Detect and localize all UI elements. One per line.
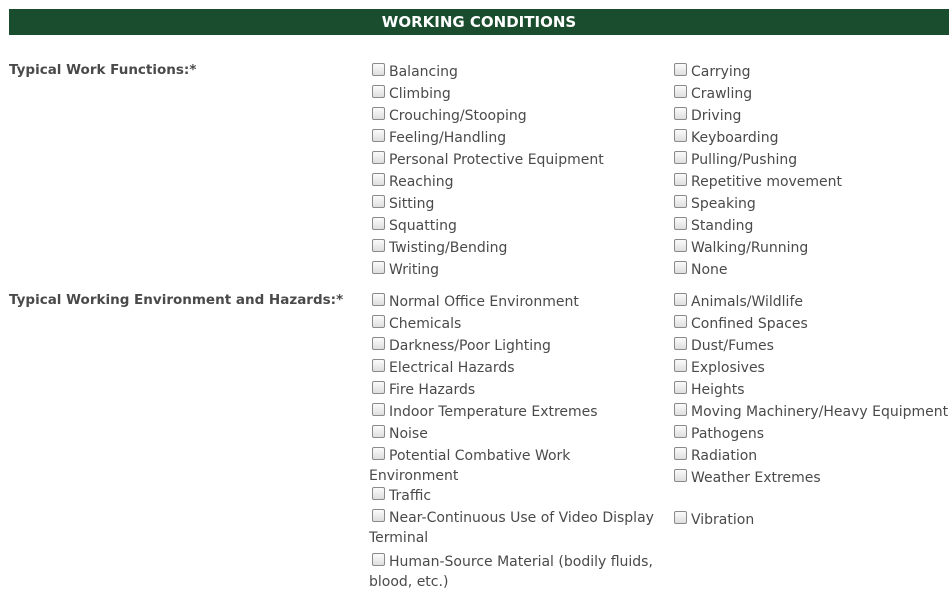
checkbox[interactable]	[674, 359, 687, 372]
option-label: Dust/Fumes	[691, 338, 774, 354]
option-label: Speaking	[691, 196, 756, 212]
option-label: Crouching/Stooping	[389, 108, 527, 124]
option-label: Reaching	[389, 174, 454, 190]
checkbox-option[interactable]	[671, 216, 949, 238]
option-label: Pathogens	[691, 426, 764, 442]
option-label: Keyboarding	[691, 130, 779, 146]
checkbox-option[interactable]	[671, 380, 949, 402]
checkbox-option[interactable]	[671, 172, 949, 194]
checkbox[interactable]	[674, 85, 687, 98]
option-label: Explosives	[691, 360, 765, 376]
checkbox-option[interactable]	[671, 336, 949, 358]
option-label: Human-Source Material (bodily fluids, blood, etc.)	[369, 554, 653, 590]
option-label: Writing	[389, 262, 439, 278]
option-label: Feeling/Handling	[389, 130, 507, 146]
checkbox[interactable]	[674, 195, 687, 208]
checkbox-option[interactable]	[671, 402, 949, 424]
checkbox[interactable]	[674, 337, 687, 350]
checkbox-option[interactable]	[671, 194, 949, 216]
checkbox[interactable]	[372, 315, 385, 328]
checkbox-option[interactable]	[369, 84, 659, 106]
option-label: Confined Spaces	[691, 316, 808, 332]
checkbox-option[interactable]	[671, 62, 949, 84]
checkbox[interactable]	[674, 107, 687, 120]
option-label: Electrical Hazards	[389, 360, 515, 376]
checkbox-option[interactable]	[369, 216, 659, 238]
checkbox-option[interactable]	[369, 358, 659, 380]
checkbox[interactable]	[372, 195, 385, 208]
work-functions-left-column	[369, 62, 659, 282]
checkbox[interactable]	[674, 151, 687, 164]
option-label: Potential Combative Work Environment	[369, 448, 571, 484]
checkbox-option[interactable]	[369, 238, 659, 260]
option-label: Squatting	[389, 218, 457, 234]
checkbox[interactable]	[372, 447, 385, 460]
checkbox-option[interactable]	[369, 292, 659, 314]
option-label: Chemicals	[389, 316, 462, 332]
checkbox-option[interactable]	[369, 150, 659, 172]
checkbox[interactable]	[674, 293, 687, 306]
checkbox-option[interactable]	[671, 128, 949, 150]
checkbox-option[interactable]	[369, 446, 659, 486]
checkbox[interactable]	[372, 403, 385, 416]
checkbox-option[interactable]	[369, 314, 659, 336]
checkbox[interactable]	[674, 469, 687, 482]
checkbox-option[interactable]	[671, 314, 949, 336]
checkbox[interactable]	[372, 151, 385, 164]
option-label: Radiation	[691, 448, 758, 464]
option-label: Noise	[389, 426, 428, 442]
checkbox-option[interactable]	[369, 106, 659, 128]
option-label: Near-Continuous Use of Video Display Terminal	[369, 510, 654, 546]
checkbox[interactable]	[674, 239, 687, 252]
option-label: Carrying	[691, 64, 751, 80]
option-label: Heights	[691, 382, 745, 398]
checkbox-option[interactable]	[369, 402, 659, 424]
checkbox[interactable]	[372, 173, 385, 186]
checkbox-option[interactable]	[671, 84, 949, 106]
checkbox-option[interactable]	[671, 510, 949, 532]
checkbox[interactable]	[674, 315, 687, 328]
option-label: Crawling	[691, 86, 753, 102]
checkbox[interactable]	[674, 403, 687, 416]
option-label: Darkness/Poor Lighting	[389, 338, 551, 354]
checkbox-option[interactable]	[369, 336, 659, 358]
checkbox-option[interactable]	[671, 260, 949, 282]
checkbox[interactable]	[674, 63, 687, 76]
checkbox-option[interactable]	[671, 358, 949, 380]
checkbox-option[interactable]	[369, 508, 659, 552]
checkbox-option[interactable]	[369, 552, 659, 596]
option-label: Twisting/Bending	[389, 240, 508, 256]
checkbox[interactable]	[372, 381, 385, 394]
checkbox[interactable]	[372, 509, 385, 522]
checkbox[interactable]	[674, 261, 687, 274]
checkbox-option[interactable]	[369, 260, 659, 282]
environment-hazards-label: Typical Working Environment and Hazards:*	[9, 292, 344, 308]
option-label: None	[691, 262, 728, 278]
checkbox[interactable]	[674, 381, 687, 394]
option-label: Normal Office Environment	[389, 294, 579, 310]
checkbox[interactable]	[674, 173, 687, 186]
checkbox[interactable]	[674, 129, 687, 142]
environment-right-column	[671, 292, 949, 532]
option-label: Indoor Temperature Extremes	[389, 404, 598, 420]
option-label: Fire Hazards	[389, 382, 476, 398]
checkbox-option[interactable]	[369, 172, 659, 194]
option-label: Animals/Wildlife	[691, 294, 803, 310]
checkbox-option[interactable]	[369, 486, 659, 508]
option-label: Moving Machinery/Heavy Equipment	[691, 404, 949, 420]
option-label: Traffic	[389, 488, 432, 504]
checkbox-option[interactable]	[369, 194, 659, 216]
checkbox[interactable]	[372, 239, 385, 252]
checkbox[interactable]	[372, 337, 385, 350]
work-functions-label: Typical Work Functions:*	[9, 62, 197, 78]
checkbox-option[interactable]	[671, 446, 949, 468]
checkbox[interactable]	[372, 425, 385, 438]
option-label: Repetitive movement	[691, 174, 843, 190]
option-label: Pulling/Pushing	[691, 152, 798, 168]
checkbox[interactable]	[372, 217, 385, 230]
checkbox-option[interactable]	[369, 380, 659, 402]
checkbox[interactable]	[372, 553, 385, 566]
option-label: Driving	[691, 108, 742, 124]
section-title: WORKING CONDITIONS	[381, 13, 577, 31]
checkbox[interactable]	[674, 511, 687, 524]
checkbox-option[interactable]	[369, 62, 659, 84]
option-label: Personal Protective Equipment	[389, 152, 604, 168]
checkbox[interactable]	[372, 487, 385, 500]
work-functions-right-column	[671, 62, 949, 282]
checkbox[interactable]	[674, 425, 687, 438]
checkbox-option[interactable]	[671, 424, 949, 446]
checkbox-option[interactable]	[671, 468, 949, 490]
option-label: Weather Extremes	[691, 470, 821, 486]
checkbox-option[interactable]	[671, 106, 949, 128]
checkbox[interactable]	[372, 107, 385, 120]
option-label: Sitting	[389, 196, 435, 212]
checkbox[interactable]	[372, 85, 385, 98]
option-label: Vibration	[691, 512, 755, 528]
environment-left-column	[369, 292, 659, 596]
checkbox-option[interactable]	[671, 292, 949, 314]
checkbox[interactable]	[372, 261, 385, 274]
option-label: Standing	[691, 218, 754, 234]
checkbox-option[interactable]	[671, 238, 949, 260]
checkbox[interactable]	[674, 217, 687, 230]
checkbox-option[interactable]	[369, 424, 659, 446]
option-label: Walking/Running	[691, 240, 809, 256]
section-header	[9, 9, 949, 35]
checkbox[interactable]	[372, 359, 385, 372]
checkbox[interactable]	[674, 447, 687, 460]
checkbox[interactable]	[372, 63, 385, 76]
checkbox[interactable]	[372, 293, 385, 306]
checkbox-option[interactable]	[671, 150, 949, 172]
option-label: Balancing	[389, 64, 458, 80]
checkbox-option[interactable]	[369, 128, 659, 150]
option-label: Climbing	[389, 86, 451, 102]
checkbox[interactable]	[372, 129, 385, 142]
